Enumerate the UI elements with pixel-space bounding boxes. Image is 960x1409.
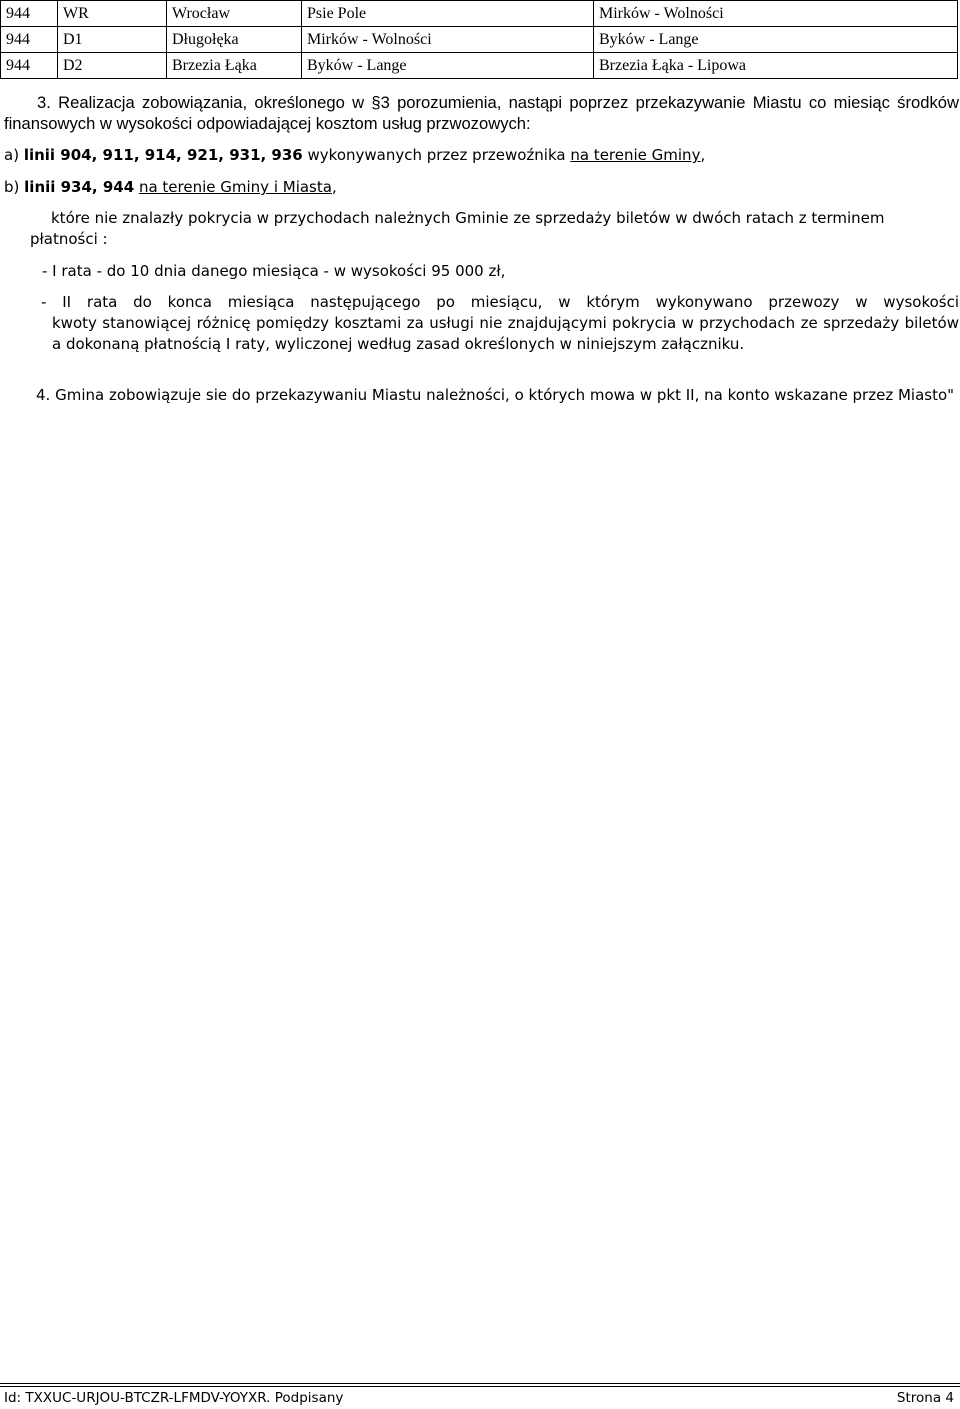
rate-1-text: - I rata - do 10 dnia danego miesiąca - w wysokości 95 000 zł, [42,262,506,280]
route-code-cell: D2 [58,53,167,79]
item-b [4,177,337,198]
item-b-suffix: , [331,178,337,196]
item-a-middle: wykonywanych przez przewoźnika [302,146,571,164]
routes-table [0,0,958,79]
section-4-number: 4. [36,386,51,404]
table-row [1,1,958,27]
footer-divider [0,1386,960,1387]
coverage-text: które nie znalazły pokrycia w przychodach należnych Gminie ze sprzedaży biletów w dwóch ratach z terminem płatności : [30,209,885,248]
page-number: Strona 4 [896,1390,954,1406]
rate-2-rest: kwoty stanowiącej różnicę pomiędzy kosztami za usługi nie znajdującymi pokrycia w przychodach ze sprzedaży biletów a dokonaną płatnością I raty, wyliczonej według zasad określonych w niniejszym załączniku. [52,314,959,353]
table-row [1,53,958,79]
locality-cell: Wrocław [167,1,302,27]
locality-cell: Długołęka [167,27,302,53]
item-a-area-link: na terenie Gminy [570,146,701,164]
section-3-paragraph [4,92,959,134]
item-b-area-link: na terenie Gminy i Miasta [138,178,332,196]
from-stop-cell: Mirków - Wolności [302,27,594,53]
to-stop-cell: Byków - Lange [594,27,958,53]
from-stop-cell: Psie Pole [302,1,594,27]
to-stop-cell: Brzezia Łąka - Lipowa [594,53,958,79]
to-stop-cell: Mirków - Wolności [594,1,958,27]
table-row [1,27,958,53]
item-a-lines: linii 904, 911, 914, 921, 931, 936 [23,146,303,164]
item-a [4,145,705,166]
document-id: Id: TXXUC-URJOU-BTCZR-LFMDV-YOYXR. Podpisany [4,1390,344,1406]
footer-divider [0,1383,960,1384]
line-number-cell: 944 [1,1,58,27]
item-a-prefix: a) [4,146,24,164]
section-4-text: Gmina zobowiązuje sie do przekazywaniu Miastu należności, o których mowa w pkt II, na konto wskazane przez Miasto" [55,386,955,404]
coverage-paragraph [30,208,930,250]
item-b-prefix: b) [4,178,25,196]
rate-1-paragraph [42,261,505,282]
rate-2-paragraph [41,292,959,355]
line-number-cell: 944 [1,27,58,53]
rate-2-first-line: - II rata do konca miesiąca następującego po miesiącu, w którym wykonywano przewozy w wysokości [41,293,959,311]
line-number-cell: 944 [1,53,58,79]
locality-cell: Brzezia Łąka [167,53,302,79]
from-stop-cell: Byków - Lange [302,53,594,79]
item-b-lines: linii 934, 944 [24,178,135,196]
route-code-cell: WR [58,1,167,27]
item-a-suffix: , [700,146,706,164]
route-code-cell: D1 [58,27,167,53]
section-3-number: 3. [37,93,51,112]
section-3-text: Realizacja zobowiązania, określonego w §3 porozumienia, nastąpi poprzez przekazywanie Miastu co miesiąc środków finansowych w wysokości odpowiadającej kosztom usług przwozowych: [4,93,959,133]
section-4-paragraph [4,385,959,406]
